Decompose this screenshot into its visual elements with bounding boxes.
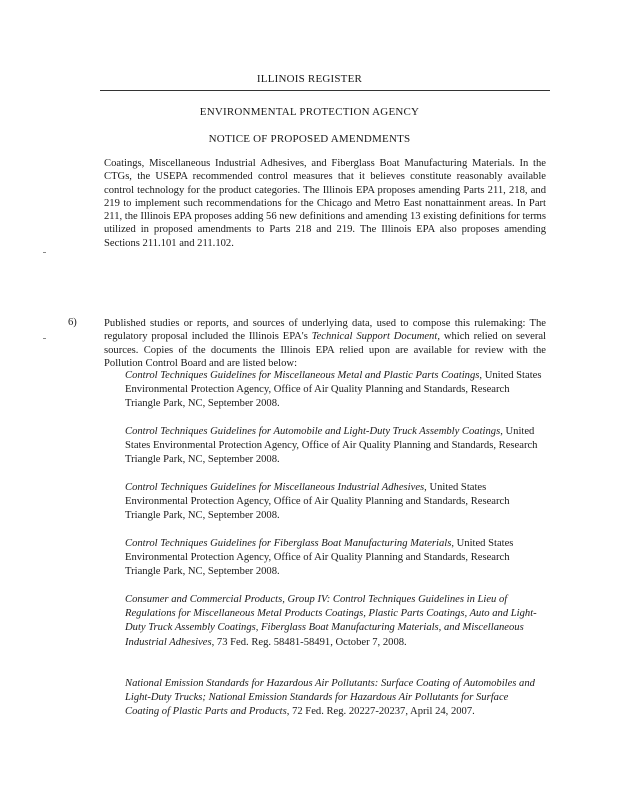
reference-title: Control Techniques Guidelines for Miscellaneous Industrial Adhesives [125,482,425,493]
item-6-text-b: , which relied on several sources. Copies of the documents the Illinois EPA relied upon are available for review with the Pollution Control Board and are listed below: [104,331,546,369]
reference-details: , United States Environmental Protection Agency, Office of Air Quality Planning and Standards, Research Triangle Park, NC, September 2008. [125,538,514,578]
reference-item [125,537,545,580]
agency-title: ENVIRONMENTAL PROTECTION AGENCY [199,106,420,118]
item-number: 6) [68,317,77,328]
item-6-paragraph [104,317,546,370]
reference-item [125,593,545,650]
reference-item [125,425,545,468]
reference-title: Control Techniques Guidelines for Automobile and Light-Duty Truck Assembly Coatings [125,426,501,437]
reference-details: , United States Environmental Protection Agency, Office of Air Quality Planning and Standards, Research Triangle Park, NC, September 2008. [125,482,510,522]
reference-title: Control Techniques Guidelines for Fiberglass Boat Manufacturing Materials [125,538,452,549]
reference-details: , 73 Fed. Reg. 58481-58491, October 7, 2008. [211,636,407,648]
margin-mark [43,338,46,339]
reference-item [125,369,545,412]
reference-item [125,481,545,524]
header-rule [100,90,550,91]
reference-title: Control Techniques Guidelines for Miscellaneous Metal and Plastic Parts Coatings [125,370,480,381]
reference-title: National Emission Standards for Hazardous Air Pollutants: Surface Coating of Automobiles and Light-Duty Trucks; National Emission Standards for Hazardous Air Pollutants for Surface Coating of Plastic Parts and Products [125,678,535,718]
reference-item [125,677,545,720]
notice-title: NOTICE OF PROPOSED AMENDMENTS [208,133,411,145]
reference-details: , 72 Fed. Reg. 20227-20237, April 24, 2007. [286,706,475,718]
reference-details: , United States Environmental Protection Agency, Office of Air Quality Planning and Standards, Research Triangle Park, NC, September 2008. [125,426,538,466]
margin-mark [43,252,46,253]
reference-title: Consumer and Commercial Products, Group IV: Control Techniques Guidelines in Lieu of Regulations for Miscellaneous Metal Products Coatings, Plastic Parts Coatings, Auto and Light-Duty Truck Assembly Coatings, Fiberglass Boat Manufacturing Materials, and Miscellaneous Industrial Adhesives [125,594,537,648]
register-title: ILLINOIS REGISTER [256,73,363,85]
reference-details: , United States Environmental Protection Agency, Office of Air Quality Planning and Standards, Research Triangle Park, NC, September 2008. [125,370,542,410]
item-6-text-a: Published studies or reports, and sources of underlying data, used to compose this rulemaking: The regulatory proposal included the Illinois EPA's [104,318,546,343]
intro-paragraph-text: Coatings, Miscellaneous Industrial Adhesives, and Fiberglass Boat Manufacturing Materials. In the CTGs, the USEPA recommended control measures that it believes constitute reasonably available control technology for the product categories. The Illinois EPA proposes amending Parts 211, 218, and 219 to implement such recommendations for the Chicago and Metro East nonattainment areas. In Part 211, the Illinois EPA proposes adding 56 new definitions and amending 13 existing definitions for terms utilized in proposed amendments to Parts 218 and 219. The Illinois EPA also proposes amending Sections 211.101 and 211.102. [104,158,546,249]
intro-paragraph [104,157,546,250]
item-6-italic: Technical Support Document [311,331,438,343]
